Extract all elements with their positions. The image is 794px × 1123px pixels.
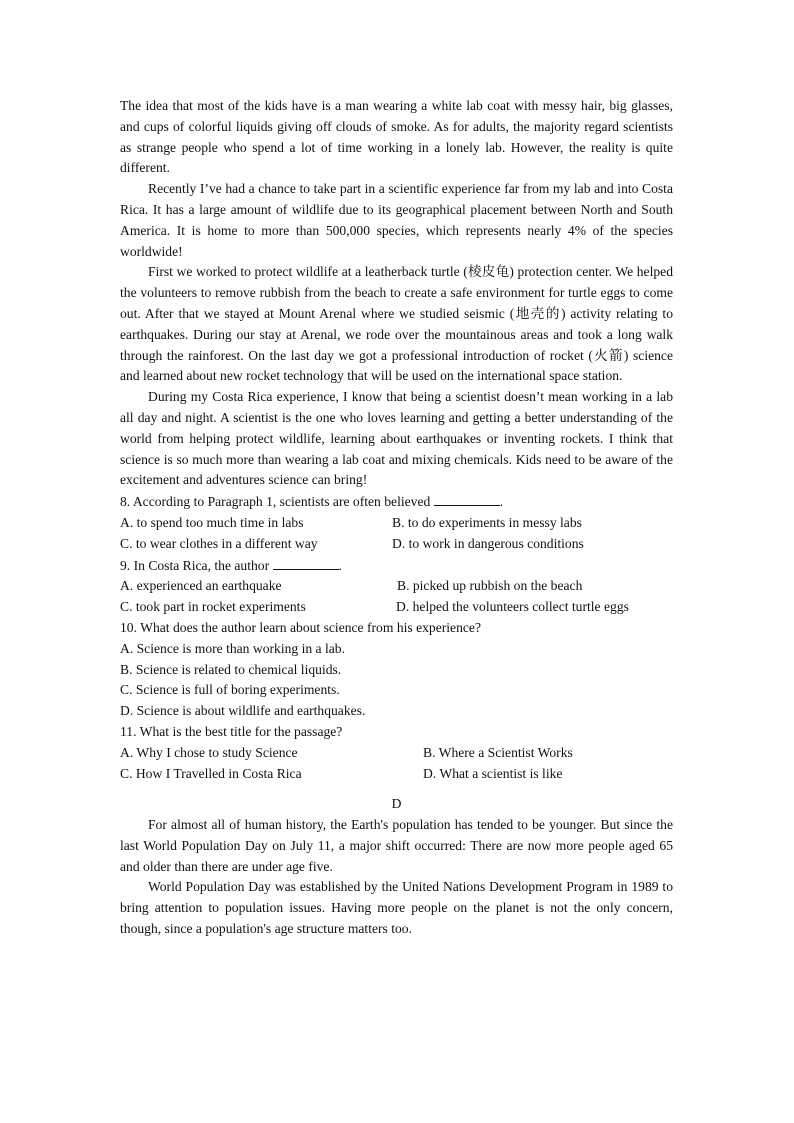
option-8d: D. to work in dangerous conditions: [392, 535, 584, 551]
question-8-options-row-1: [120, 513, 673, 534]
passage-c-paragraph-2: Recently I’ve had a chance to take part in a scientific experience far from my lab and into Costa Rica. It has a large amount of wildlife due to its geographical placement between North and South America. It is home to more than 500,000 species, which represents nearly 4% of the species worldwide!: [120, 181, 673, 259]
option-11a: A. Why I chose to study Science: [120, 744, 298, 760]
option-10a: A. Science is more than working in a lab.: [120, 640, 345, 656]
passage-c-paragraph-3: First we worked to protect wildlife at a leatherback turtle (棱皮龟) protection center. We helped the volunteers to remove rubbish from the beach to create a safe environment for turtle eggs to come out. After that we stayed at Mount Arenal where we studied seismic (地壳的) activity relating to earthquakes. During our stay at Arenal, we rode over the mountainous areas and took a long walk through the rainforest. On the last day we got a professional introduction of rocket (火箭) science and learned about new rocket technology that will be used on the international space station.: [120, 264, 673, 384]
question-9-stem: 9. In Costa Rica, the author: [120, 557, 270, 573]
passage-c-paragraph-4: During my Costa Rica experience, I know that being a scientist doesn’t mean working in a lab all day and night. A scientist is the one who loves learning and getting a better understanding of the world from helping protect wildlife, learning about earthquakes or inventing rockets. I think that science is so much more than wearing a lab coat and mixing chemicals. Kids need to be aware of the excitement and adventures science can bring!: [120, 389, 673, 488]
answer-blank: [434, 491, 500, 506]
option-9b: B. picked up rubbish on the beach: [397, 578, 583, 594]
option-9d: D. helped the volunteers collect turtle eggs: [396, 599, 629, 615]
option-8b: B. to do experiments in messy labs: [392, 514, 582, 530]
option-11c: C. How I Travelled in Costa Rica: [120, 765, 302, 781]
option-11b: B. Where a Scientist Works: [423, 744, 573, 760]
passage-d-paragraph-2: World Population Day was established by the United Nations Development Program in 1989 to bring attention to population issues. Having more people on the planet is not the only concern, though, since a population's age structure matters too.: [120, 879, 673, 937]
question-8-tail: .: [499, 494, 504, 510]
question-9-tail: .: [338, 557, 342, 573]
question-8-options-row-2: [120, 534, 673, 555]
passage-c-paragraph-1: The idea that most of the kids have is a man wearing a white lab coat with messy hair, big glasses, and cups of colorful liquids giving off clouds of smoke. As for adults, the majority regard scientists as strange people who spend a lot of time working in a lonely lab. However, the reality is quite different.: [120, 98, 673, 176]
answer-blank: [273, 555, 339, 570]
option-10b: B. Science is related to chemical liquids.: [120, 661, 342, 677]
question-8-stem: 8. According to Paragraph 1, scientists are often believed: [120, 494, 431, 510]
passage-d-paragraph-1: For almost all of human history, the Earth's population has tended to be younger. But since the last World Population Day on July 11, a major shift occurred: There are now more people aged 65 and older than there are under age five.: [120, 817, 673, 874]
option-10d: D. Science is about wildlife and earthquakes.: [120, 703, 366, 719]
option-9c: C. took part in rocket experiments: [120, 599, 306, 615]
question-11-options-row-2: [120, 764, 673, 785]
question-9: [120, 555, 673, 577]
passage-d-heading: D: [391, 796, 402, 812]
document-page: [120, 96, 673, 940]
question-11: 11. What is the best title for the passage?: [120, 723, 343, 739]
option-10c: C. Science is full of boring experiments.: [120, 682, 340, 698]
option-11d: D. What a scientist is like: [423, 765, 563, 781]
question-9-options-row-2: [120, 597, 673, 618]
question-10: 10. What does the author learn about science from his experience?: [120, 619, 481, 635]
option-9a: A. experienced an earthquake: [120, 578, 282, 594]
option-8a: A. to spend too much time in labs: [120, 514, 304, 530]
option-8c: C. to wear clothes in a different way: [120, 535, 318, 551]
question-8: [120, 491, 673, 513]
question-9-options-row-1: [120, 576, 673, 597]
question-11-options-row-1: [120, 743, 673, 764]
